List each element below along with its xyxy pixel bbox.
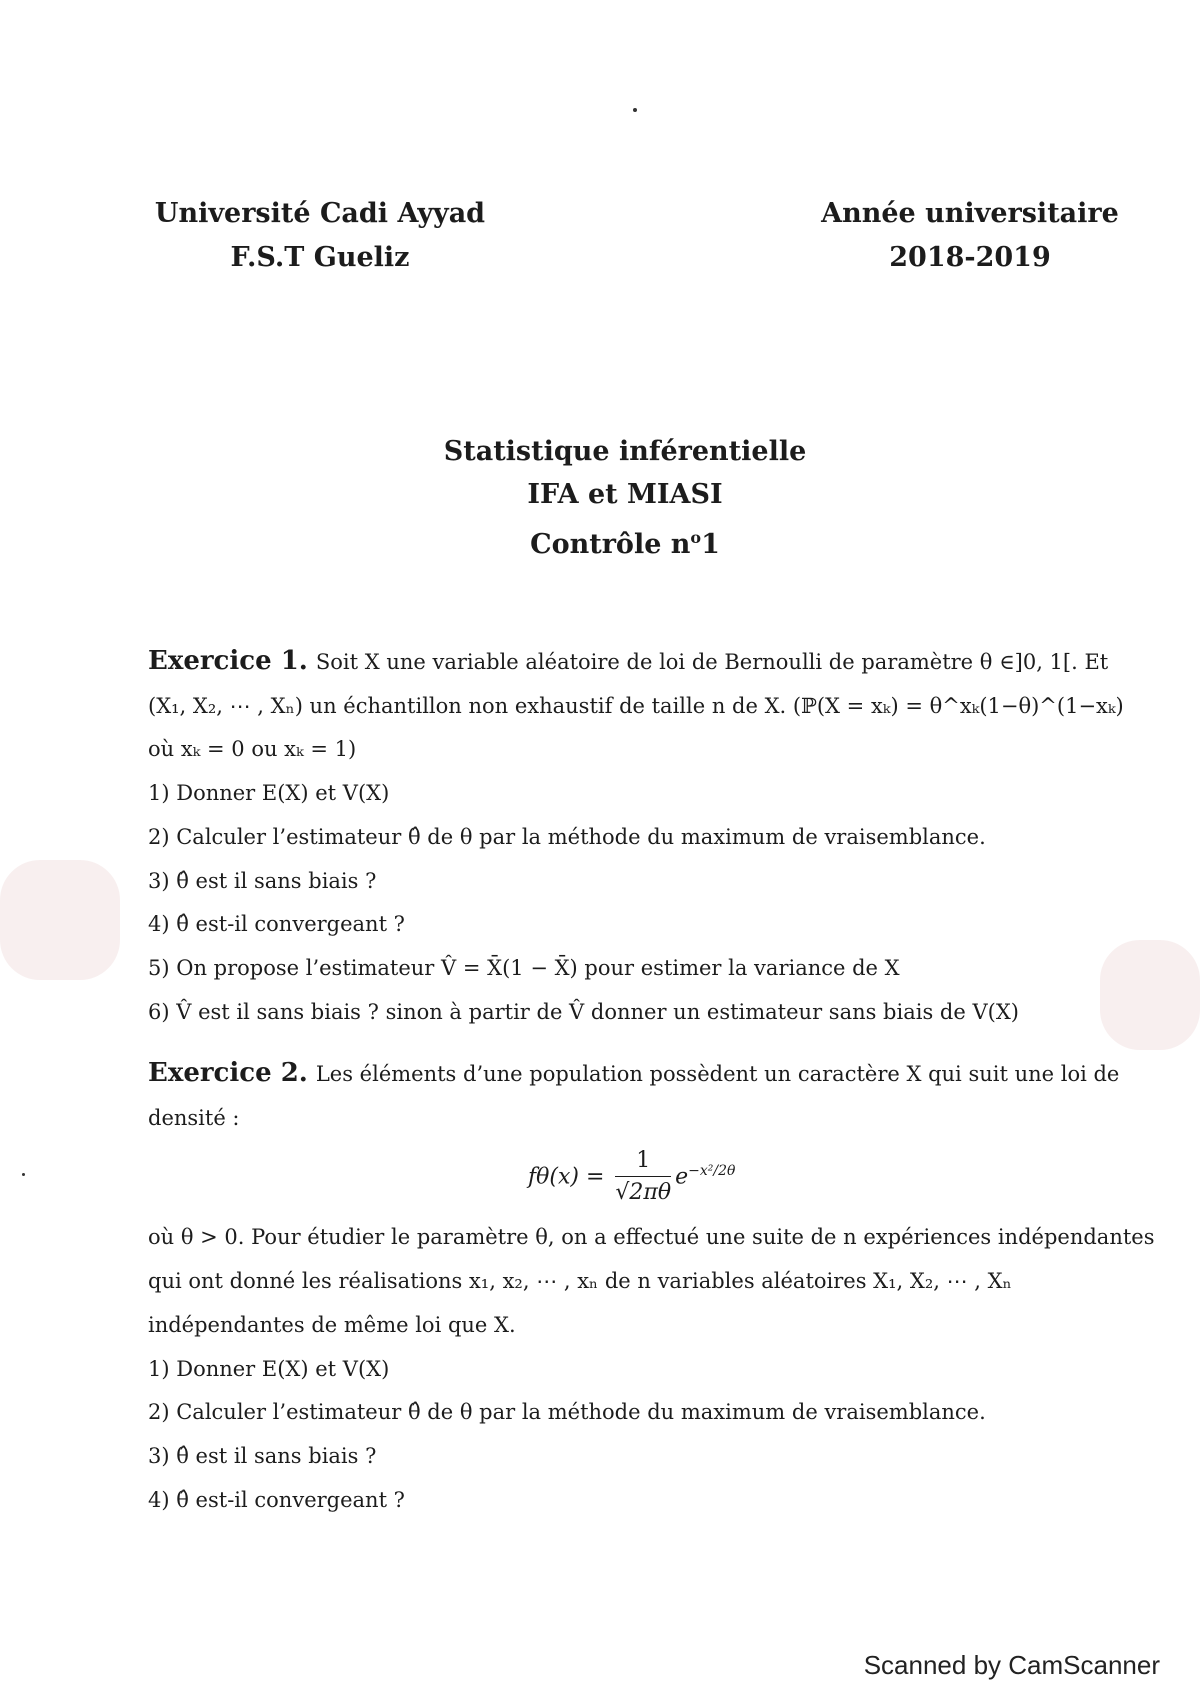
exercise-2-question-1: 1) Donner E(X) et V(X) [148, 1356, 390, 1381]
faculty-name: F.S.T Gueliz [230, 242, 410, 273]
exercise-1-question-5: 5) On propose l’estimateur V̂ = X̄(1 − X̄) pour estimer la variance de X [148, 955, 900, 980]
formula-exp-base: e [675, 1164, 689, 1190]
scanner-watermark: Scanned by CamScanner [863, 1650, 1160, 1680]
exercise-1-label: Exercice 1. [148, 646, 308, 676]
exercise-1-question-4: 4) θ̂ est-il convergeant ? [148, 912, 405, 937]
scan-smudge [0, 860, 120, 980]
exam-title [400, 430, 850, 566]
university-name: Université Cadi Ayyad [154, 198, 486, 229]
exercise-2-question-3: 3) θ̂ est il sans biais ? [148, 1443, 377, 1468]
exercise-1-question-2: 2) Calculer l’estimateur θ̂ de θ par la méthode du maximum de vraisemblance. [148, 824, 986, 849]
year-header [820, 192, 1120, 280]
scan-speck [633, 108, 637, 112]
exercise-2-text-line-2: qui ont donné les réalisations x₁, x₂, ⋯ , xₙ de n variables aléatoires X₁, X₂, ⋯ , Xₙ [148, 1269, 1012, 1294]
exercise-2-question-2: 2) Calculer l’estimateur θ̂ de θ par la méthode du maximum de vraisemblance. [148, 1400, 986, 1425]
exercise-1-question-3: 3) θ̂ est il sans biais ? [148, 868, 377, 893]
formula-numerator: 1 [615, 1146, 671, 1177]
exercise-2-text-line-1: où θ > 0. Pour étudier le paramètre θ, on a effectué une suite de n expériences indépendantes [148, 1225, 1155, 1250]
exercise-2-intro-line-1: Exercice 2. Les éléments d’une population possèdent un caractère X qui suit une loi de [148, 1058, 1120, 1088]
exercise-2-text-line-3: indépendantes de même loi que X. [148, 1312, 516, 1337]
exercise-2-question-4: 4) θ̂ est-il convergeant ? [148, 1487, 405, 1512]
exercise-1-intro-line-3: où xₖ = 0 ou xₖ = 1) [148, 737, 357, 762]
formula-exponent: −x²/2θ [688, 1163, 736, 1180]
exercise-2 [148, 1052, 1155, 1522]
academic-year-label: Année universitaire [821, 198, 1119, 229]
exercise-2-label: Exercice 2. [148, 1058, 308, 1088]
formula-denominator: √2πθ [615, 1180, 672, 1206]
exercise-1-intro-line-2: (X₁, X₂, ⋯ , Xₙ) un échantillon non exhaustif de taille n de X. (ℙ(X = xₖ) = θ^xₖ(1−θ)^(1−xₖ) [148, 693, 1124, 718]
exercise-2-intro-line-2: densité : [148, 1105, 240, 1130]
exercise-1-intro-line-1: Exercice 1. Soit X une variable aléatoire de loi de Bernoulli de paramètre θ ∈]0, 1[. Et [148, 646, 1109, 676]
program-names: IFA et MIASI [527, 479, 723, 510]
formula-lhs: fθ(x) = [528, 1164, 605, 1190]
exam-number: Contrôle $n^o1$ [530, 528, 720, 560]
formula-fraction [615, 1146, 671, 1209]
question-6-number: 6) [148, 999, 170, 1024]
academic-year: 2018-2019 [889, 242, 1051, 273]
university-header [150, 192, 490, 280]
scan-speck [22, 1173, 25, 1176]
exercise-1-question-6: 6) V̂ est il sans biais ? sinon à partir de V̂ donner un estimateur sans biais de V(X) [148, 999, 1019, 1024]
course-title: Statistique inférentielle [443, 436, 807, 467]
exercise-1 [148, 640, 1124, 1034]
exercise-1-question-1: 1) Donner E(X) et V(X) [148, 781, 390, 806]
density-formula [148, 1140, 1108, 1216]
scan-smudge [1100, 940, 1200, 1050]
